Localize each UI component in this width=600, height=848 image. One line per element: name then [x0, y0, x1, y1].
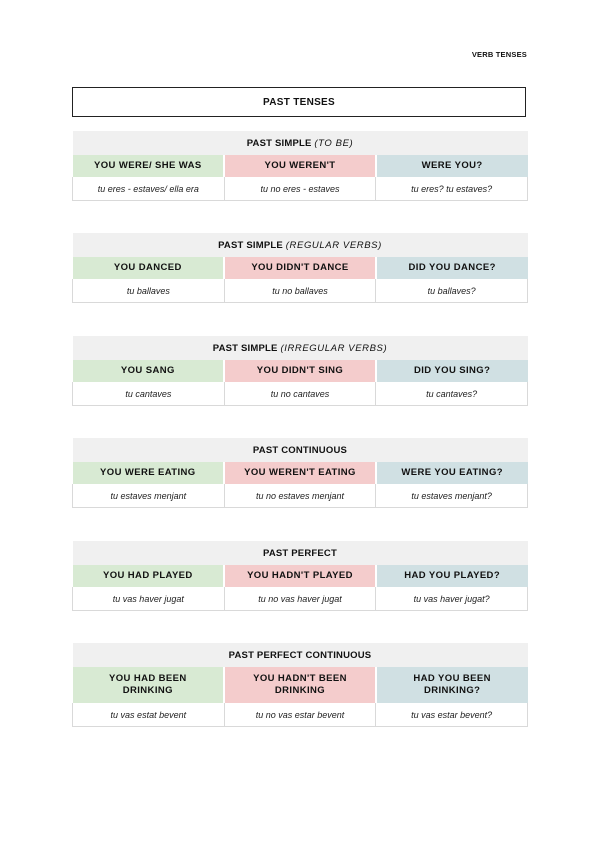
interrogative-translation: tu vas estar bevent? — [376, 703, 528, 727]
tense-title-cell — [73, 438, 528, 462]
interrogative-translation: tu cantaves? — [376, 382, 528, 406]
tense-table-past-simple-regular — [72, 233, 528, 303]
interrogative-form: DID YOU DANCE? — [376, 257, 528, 279]
affirmative-translation: tu ballaves — [73, 279, 225, 303]
negative-translation: tu no vas haver jugat — [224, 587, 376, 611]
affirmative-translation: tu estaves menjant — [73, 484, 225, 508]
tense-table-past-perfect-continuous — [72, 643, 528, 727]
affirmative-form: YOU SANG — [73, 360, 225, 382]
interrogative-form: DID YOU SING? — [376, 360, 528, 382]
negative-form: YOU DIDN'T SING — [224, 360, 376, 382]
interrogative-form: HAD YOU BEEN DRINKING? — [376, 667, 528, 703]
tense-title-cell — [73, 336, 528, 360]
negative-form: YOU HADN'T BEEN DRINKING — [224, 667, 376, 703]
interrogative-form: WERE YOU? — [376, 155, 528, 177]
negative-form: YOU HADN'T PLAYED — [224, 565, 376, 587]
affirmative-form: YOU HAD PLAYED — [73, 565, 225, 587]
page-title — [72, 87, 526, 117]
tense-table-past-perfect — [72, 541, 528, 611]
tense-title: PAST SIMPLE — [246, 137, 312, 149]
negative-translation: tu no estaves menjant — [224, 484, 376, 508]
tense-subtitle: (REGULAR VERBS) — [285, 239, 382, 251]
interrogative-translation: tu estaves menjant? — [376, 484, 528, 508]
tense-title: PAST PERFECT CONTINUOUS — [228, 649, 372, 661]
tense-title: PAST SIMPLE — [218, 239, 283, 251]
affirmative-translation: tu cantaves — [73, 382, 225, 406]
negative-form: YOU WEREN'T — [224, 155, 376, 177]
interrogative-form: HAD YOU PLAYED? — [376, 565, 528, 587]
tense-table-past-continuous — [72, 438, 528, 508]
tense-title-cell — [73, 233, 528, 257]
interrogative-translation: tu eres? tu estaves? — [376, 177, 528, 201]
tense-subtitle: (IRREGULAR VERBS) — [280, 342, 388, 354]
negative-translation: tu no vas estar bevent — [224, 703, 376, 727]
tense-title-cell — [73, 131, 528, 155]
affirmative-translation: tu vas estat bevent — [73, 703, 225, 727]
tense-table-past-simple-irregular — [72, 336, 528, 406]
interrogative-translation: tu vas haver jugat? — [376, 587, 528, 611]
header-label: VERB TENSES — [471, 50, 527, 59]
affirmative-form: YOU DANCED — [73, 257, 225, 279]
negative-translation: tu no eres - estaves — [224, 177, 376, 201]
interrogative-form: WERE YOU EATING? — [376, 462, 528, 484]
negative-translation: tu no cantaves — [224, 382, 376, 406]
affirmative-form: YOU HAD BEEN DRINKING — [73, 667, 225, 703]
tense-title: PAST CONTINUOUS — [252, 444, 348, 456]
interrogative-translation: tu ballaves? — [376, 279, 528, 303]
affirmative-form: YOU WERE/ SHE WAS — [73, 155, 225, 177]
negative-form: YOU WEREN'T EATING — [224, 462, 376, 484]
tense-title-cell — [73, 541, 528, 565]
page-title-text: PAST TENSES — [262, 96, 336, 108]
affirmative-form: YOU WERE EATING — [73, 462, 225, 484]
tense-title-cell — [73, 643, 528, 667]
tense-title: PAST PERFECT — [262, 547, 337, 559]
negative-translation: tu no ballaves — [224, 279, 376, 303]
tense-table-past-simple-to-be — [72, 131, 528, 201]
affirmative-translation: tu vas haver jugat — [73, 587, 225, 611]
negative-form: YOU DIDN'T DANCE — [224, 257, 376, 279]
tense-title: PAST SIMPLE — [212, 342, 278, 354]
tense-subtitle: (TO BE) — [314, 137, 354, 149]
affirmative-translation: tu eres - estaves/ ella era — [73, 177, 225, 201]
